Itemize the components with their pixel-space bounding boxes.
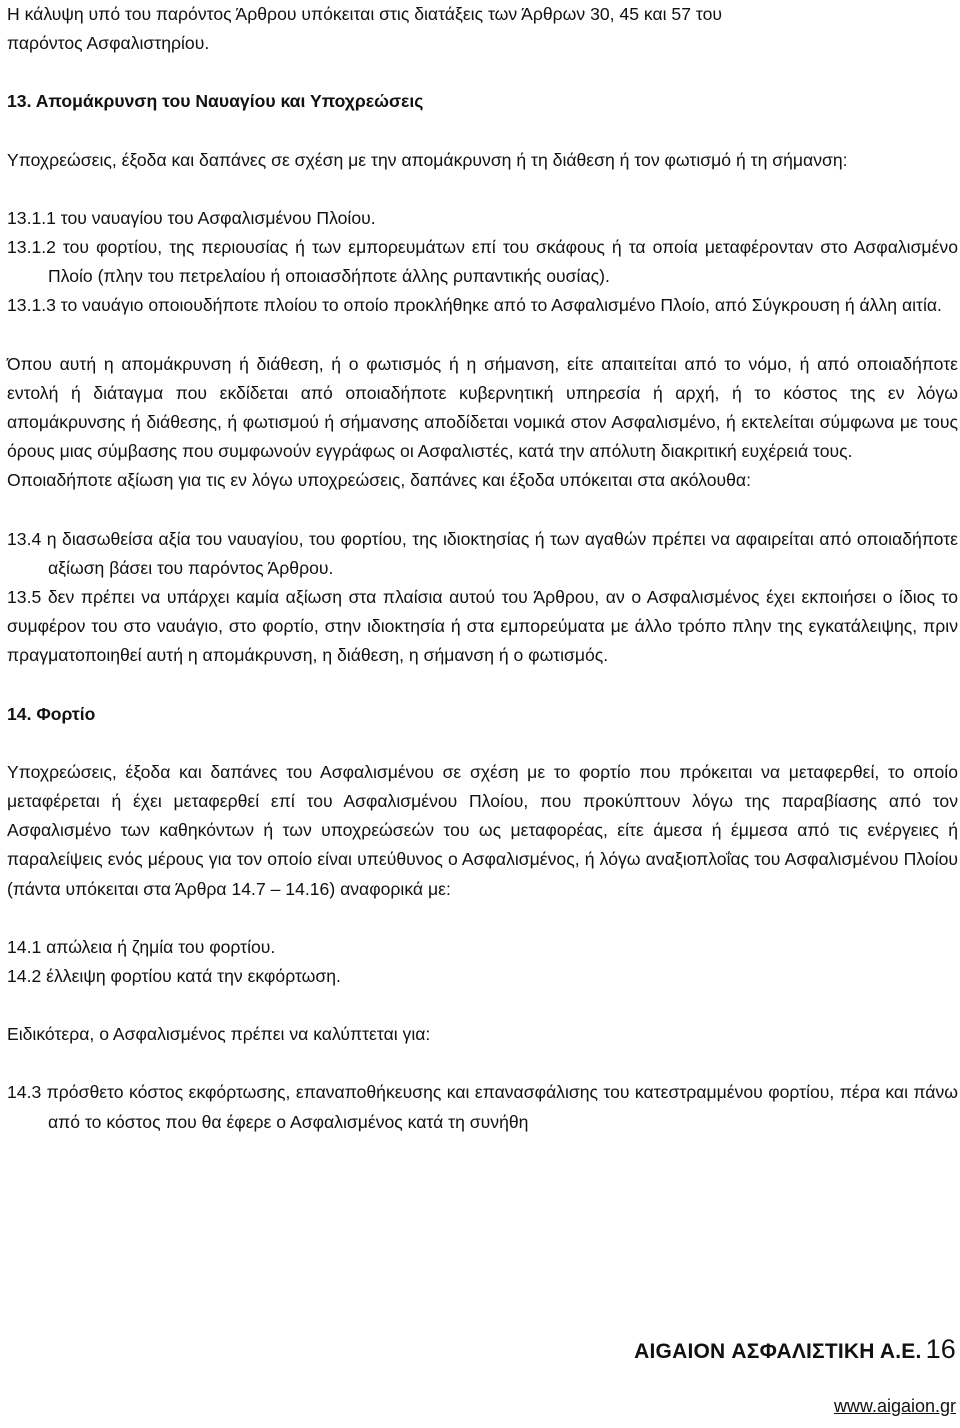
section-14-lead: Υποχρεώσεις, έξοδα και δαπάνες του Ασφαλισμένου σε σχέση με το φορτίο που πρόκειται να μεταφερθεί, το οποίο μεταφέρεται ή έχει μεταφερθεί επί του Ασφαλισμένου Πλοίου, που προκύπτουν λόγω της παραβίασης από τον Ασφαλισμένο των καθηκόντων ή των υποχρεώσεών του ως μεταφορέας, είτε άμεσα ή έμμεσα από τις ενέργειες ή παραλείψεις ενός μέρους για τον οποίο είναι υπεύθυνος ο Ασφαλισμένος, ή λόγω αναξιοπλοΐας του Ασφαλισμένου Πλοίου (πάντα υπόκειται στα Άρθρα 14.7 – 14.16) αναφορικά με:: [7, 761, 958, 899]
section-14-heading: 14. Φορτίο: [7, 703, 96, 724]
item-13-1-2: 13.1.2 του φορτίου, της περιουσίας ή των εμπορευμάτων επί του σκάφους ή τα οποία μεταφέρονταν στο Ασφαλισμένο Πλοίο (πλην του πετρελαίου ή οποιασδήποτε άλλης ρυπαντικής ουσίας).: [7, 237, 958, 287]
item-14-3: 14.3 πρόσθετο κόστος εκφόρτωσης, επαναποθήκευσης και επανασφάλισης του κατεστραμμένου φορτίου, πέρα και πάνω από το κόστος που θα έφερε ο Ασφαλισμένος κατά τη συνήθη: [7, 1082, 958, 1132]
item-13-5: 13.5 δεν πρέπει να υπάρχει καμία αξίωση στα πλαίσια αυτού του Άρθρου, αν ο Ασφαλισμένος έχει εκποιήσει ο ίδιος το συμφέρον του στο ναυάγιο, στο φορτίο, στην ιδιοκτησία ή στα εμπορεύματα με άλλο τρόπο πλην της εγκατάλειψης, πριν πραγματοποιηθεί αυτή η απομάκρυνση, η διάθεση, η σήμανση ή ο φωτισμός.: [7, 587, 958, 666]
item-14-2: 14.2 έλλειψη φορτίου κατά την εκφόρτωση.: [7, 966, 341, 987]
section-14-special: Ειδικότερα, ο Ασφαλισμένος πρέπει να καλύπτεται για:: [7, 1024, 431, 1045]
item-14-1: 14.1 απώλεια ή ζημία του φορτίου.: [7, 936, 276, 957]
intro-line-1: Η κάλυψη υπό του παρόντος Άρθρου υπόκειται στις διατάξεις των Άρθρων 30, 45 και 57 του: [7, 4, 722, 24]
document-body: [7, 0, 958, 1137]
intro-line-2: παρόντος Ασφαλιστηρίου.: [7, 33, 210, 54]
footer-company: [634, 1334, 956, 1365]
section-13-heading: 13. Απομάκρυνση του Ναυαγίου και Υποχρεώσεις: [7, 91, 424, 112]
item-13-1-1: 13.1.1 του ναυαγίου του Ασφαλισμένου Πλοίου.: [7, 207, 376, 228]
intro-paragraph: [7, 0, 958, 58]
section-13-paragraph-1: Όπου αυτή η απομάκρυνση ή διάθεση, ή ο φωτισμός ή η σήμανση, είτε απαιτείται από το νόμο, ή από οποιαδήποτε εντολή ή διάταγμα που εκδίδεται από οποιαδήποτε κυβερνητική υπηρεσία ή αρχή, ή το κόστος της εν λόγω απομάκρυνσης ή διάθεσης, ή φωτισμού ή σήμανσης αποδίδεται νομικά στον Ασφαλισμένο, ή εκτελείται σύμφωνα με τους όρους μιας σύμβασης που συμφωνούν εγγράφως οι Ασφαλιστές, κατά την απόλυτη διακριτική ευχέρειά τους.: [7, 353, 958, 462]
company-name: AIGAION ΑΣΦΑΛΙΣΤΙΚΗ Α.Ε.: [634, 1340, 922, 1363]
item-13-1-3: 13.1.3 το ναυάγιο οποιουδήποτε πλοίου το οποίο προκλήθηκε από το Ασφαλισμένο Πλοίο, από Σύγκρουση ή άλλη αιτία.: [7, 295, 942, 316]
item-13-4: 13.4 η διασωθείσα αξία του ναυαγίου, του φορτίου, της ιδιοκτησίας ή των αγαθών πρέπει να αφαιρείται από οποιαδήποτε αξίωση βάσει του παρόντος Άρθρου.: [7, 528, 958, 578]
page-number: 16: [925, 1334, 956, 1364]
section-13-paragraph-2: Οποιαδήποτε αξίωση για τις εν λόγω υποχρεώσεις, δαπάνες και έξοδα υπόκειται στα ακόλουθα:: [7, 470, 751, 491]
website-link[interactable]: www.aigaion.gr: [833, 1396, 956, 1416]
section-13-lead: Υποχρεώσεις, έξοδα και δαπάνες σε σχέση με την απομάκρυνση ή τη διάθεση ή τον φωτισμό ή τη σήμανση:: [7, 149, 848, 170]
